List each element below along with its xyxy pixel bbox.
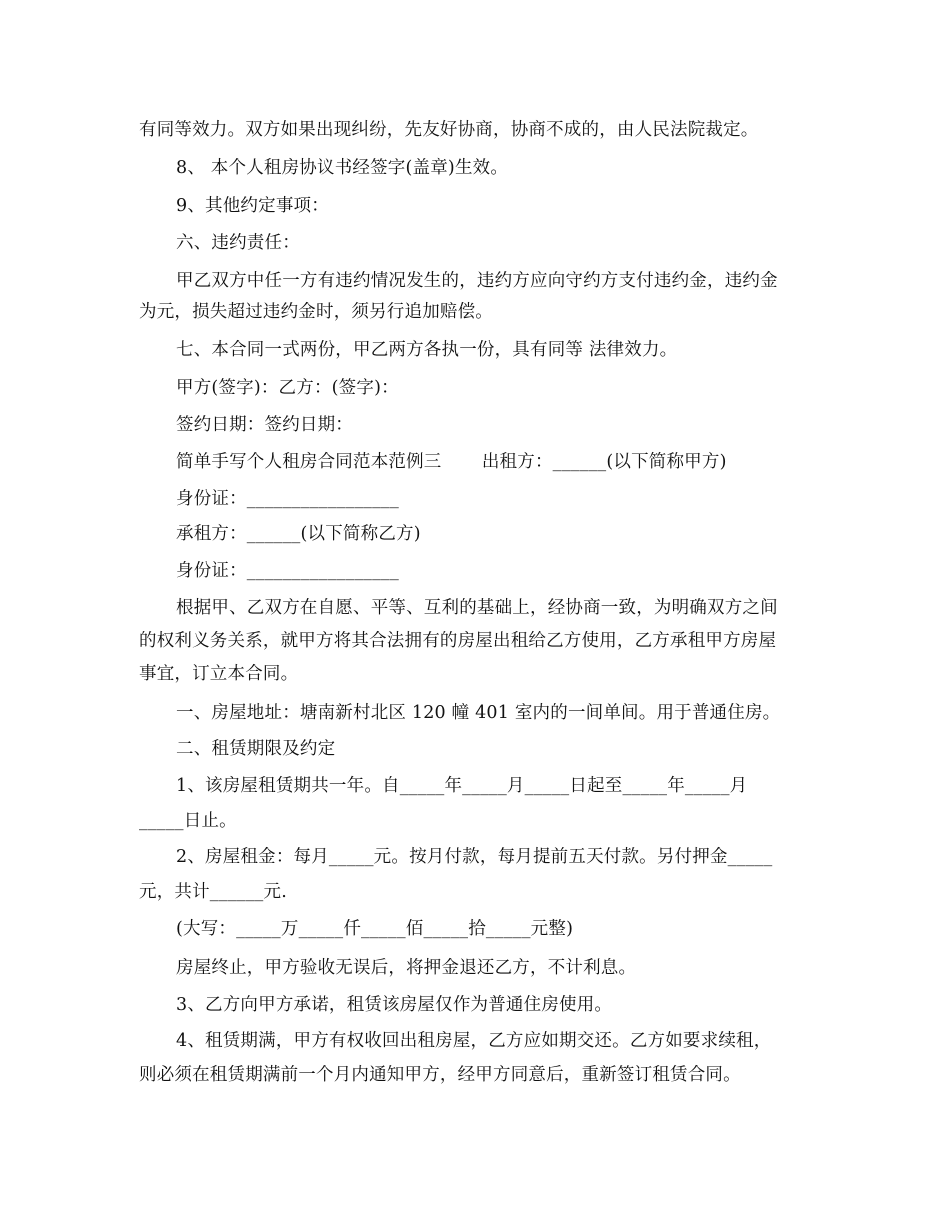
text-line: 则必须在租赁期满前一个月内通知甲方，经甲方同意后，重新签订租赁合同。 <box>139 1065 741 1085</box>
text-line: 签约日期：签约日期： <box>176 415 353 435</box>
text-line: 身份证：_________________ <box>176 489 399 509</box>
text-line: 简单手写个人租房合同范本范例三 出租方：______(以下简称甲方) <box>176 452 727 472</box>
text-line: 3、乙方向甲方承诺，租赁该房屋仅作为普通住房使用。 <box>176 995 613 1015</box>
text-line: 六、违约责任： <box>176 233 300 253</box>
text-line: 甲乙双方中任一方有违约情况发生的，违约方应向守约方支付违约金，违约金 <box>176 271 778 291</box>
text-line: 元，共计______元. <box>139 882 287 902</box>
text-line: 1、该房屋租赁期共一年。自_____年_____月_____日起至_____年_____月 <box>176 776 748 796</box>
text-line: 二、租赁期限及约定 <box>176 739 336 759</box>
text-line: 事宜，订立本合同。 <box>139 664 299 684</box>
text-line: 4、租赁期满，甲方有权收回出租房屋，乙方应如期交还。乙方如要求续租， <box>176 1031 772 1051</box>
text-line: 2、房屋租金：每月_____元。按月付款，每月提前五天付款。另付押金_____ <box>176 847 773 867</box>
text-line: (大写：_____万_____仟_____佰_____拾_____元整) <box>176 919 574 939</box>
text-line: 为元，损失超过违约金时，须另行追加赔偿。 <box>139 302 493 322</box>
text-line: 身份证：_________________ <box>176 561 399 581</box>
text-line: 根据甲、乙双方在自愿、平等、互利的基础上，经协商一致，为明确双方之间 <box>176 598 778 618</box>
text-line: 七、本合同一式两份，甲乙两方各执一份，具有同等 法律效力。 <box>176 340 678 360</box>
text-line: 一、房屋地址：塘南新村北区 120 幢 401 室内的一间单间。用于普通住房。 <box>176 703 781 723</box>
text-line: 承租方：______(以下简称乙方) <box>176 524 421 544</box>
text-line: 有同等效力。双方如果出现纠纷，先友好协商，协商不成的，由人民法院裁定。 <box>139 120 759 140</box>
text-line: 的权利义务关系，就甲方将其合法拥有的房屋出租给乙方使用，乙方承租甲方房屋 <box>139 631 777 651</box>
text-line: 甲方(签字)：乙方：(签字)： <box>176 378 399 398</box>
text-line: 8、 本个人租房协议书经签字(盖章)生效。 <box>176 158 509 178</box>
text-line: 9、其他约定事项： <box>176 196 329 216</box>
text-line: _____日止。 <box>139 811 237 831</box>
text-line: 房屋终止，甲方验收无误后，将押金退还乙方，不计利息。 <box>176 958 637 978</box>
